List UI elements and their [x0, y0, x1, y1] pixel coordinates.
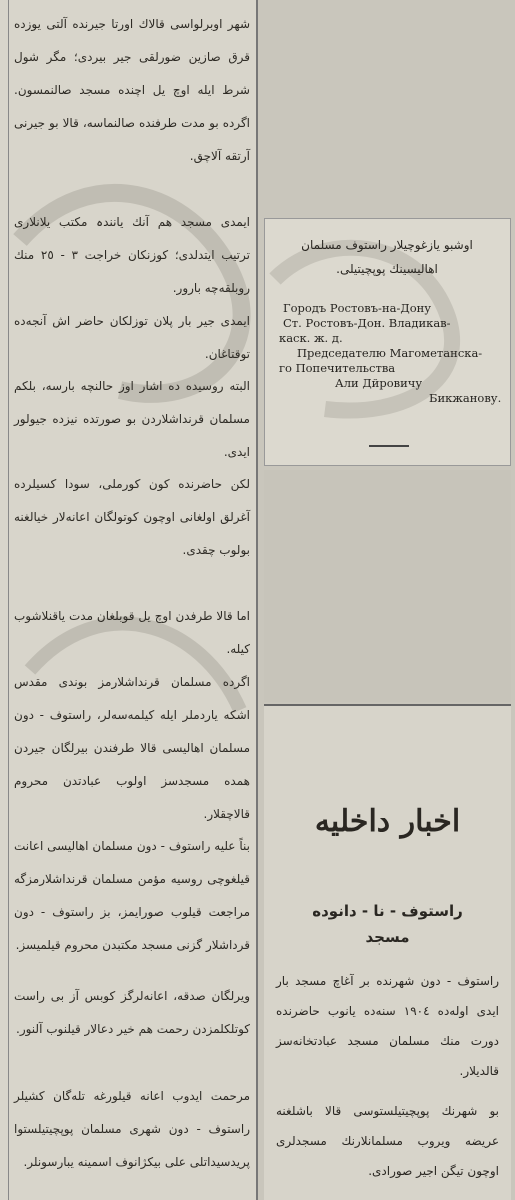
blank-area: [264, 470, 511, 702]
end-rule: [369, 445, 409, 447]
section-headline: اخبار داخلیه: [314, 804, 461, 839]
address-line-6: Али Дйровичу: [335, 376, 423, 390]
news-paragraph-2: بو شهرنك پوپچیتیلستوسی قالا باشلغنه عریضه ویروب مسلمانلارنك مسجدلری اوچون تیگن اجیر صورادی.: [276, 1104, 499, 1178]
news-section: [264, 704, 511, 1200]
address-line-1: Городъ Ростовъ-на-Дону: [283, 301, 432, 315]
left-paragraph-1: شهر اوبرلواسی قالاك اورتا جیرنده آلتی یوزده قرق صازین ضورلقی جیر بیردی؛ مگر شول شرط ایله اوچ یل اچنده مسجد صالنمسون. اگرده بو مدت طرفنده صالنماسه، قالا بو جیرنی آرتقه آلاچق.: [14, 17, 250, 163]
address-line-2: Ст. Ростовъ-Дон. Владикав-: [283, 316, 451, 330]
left-paragraph-4: البته روسیده ده اشار اوز حالنچه بارسه، بلکم مسلمان قرنداشلاردن بو صورتده نیزده جیولور ایدی.: [14, 379, 250, 459]
address-line-7: Бикжанову.: [429, 391, 502, 405]
address-box: [264, 218, 511, 466]
left-paragraph-3: ایمدی جیر بار پلان توزلکان حاضر اش آنجه‌ده توقتاغان.: [14, 314, 250, 361]
address-line-5: го Попечительства: [279, 361, 396, 375]
left-paragraph-5: لکن حاضرنده کون کورملی، سودا کسیلرده آغرلق اولغانی اوچون کوتولگان اعانه‌لار خیالغنه بولوب چقدی.: [14, 477, 250, 557]
left-paragraph-2: ایمدی مسجد هم آنك یانندہ مكتب یلانلاری ترتیب ایتدلدی؛ کوزنکان خراجت ٣ - ٢٥ منك روبلقه‌چه بارور.: [14, 215, 250, 295]
address-line-3: каск. ж. д.: [279, 331, 343, 345]
address-note: اوشبو یازغوچیلار راستوف مسلمان اهالیسینك پوپچیتیلی.: [301, 238, 473, 276]
left-paragraph-9: ویرلگان صدقه، اعانه‌لرگز کوبس آز بی راست کوتلکلمزدن رحمت هم خیر دعالار قیلنوب آلنور.: [14, 989, 250, 1036]
address-line-4: Председателю Магометанска-: [297, 346, 483, 360]
address-block: [279, 301, 501, 406]
news-paragraph-1: راستوف - دون شهرنده بر آغاچ مسجد بار ایدی اوله‌ده ١٩٠٤ سنه‌ده یانوب حاضرنده دورت منك مسلمان مسجد عبادتخانه‌سز قالدیلار.: [276, 974, 500, 1078]
article-subhead-2: مسجد: [365, 928, 410, 946]
left-paragraph-6: اما قالا طرفدن اوچ یل قوبلغان مدت یاقنلاشوب کیله.: [14, 609, 250, 656]
left-paragraph-8: بناً علیه راستوف - دون مسلمان اهالیسی اعانت قیلغوچی روسیه مؤمن مسلمان قرنداشلارمزگه مراجعت قیلوب صورایمز، بز راستوف - دون قرداشلار گزنی مسجد مكتبدن محروم قیلمیسز.: [14, 839, 250, 952]
left-paragraph-10: مرحمت ایدوب اعانه قیلورغه تله‌گان کشیلر راستوف - دون شهری مسلمان پوپچیتیلستوا پریدسیداتلی علی بیکژانوف اسمینه یبارسونلر.: [14, 1089, 250, 1169]
article-subhead: راستوف - نا - دانوده: [312, 902, 463, 920]
left-paragraph-7: اگرده مسلمان قرنداشلارمز بوندی مقدس اشکه یاردملر ایله کیلمه‌سه‌لر، راستوف - دون مسلمان اهالیسی قالا طرفندن بیرلگان جیردن همده مسجدسز اولوب عبادتدن محروم قالاچقلار.: [14, 675, 250, 821]
